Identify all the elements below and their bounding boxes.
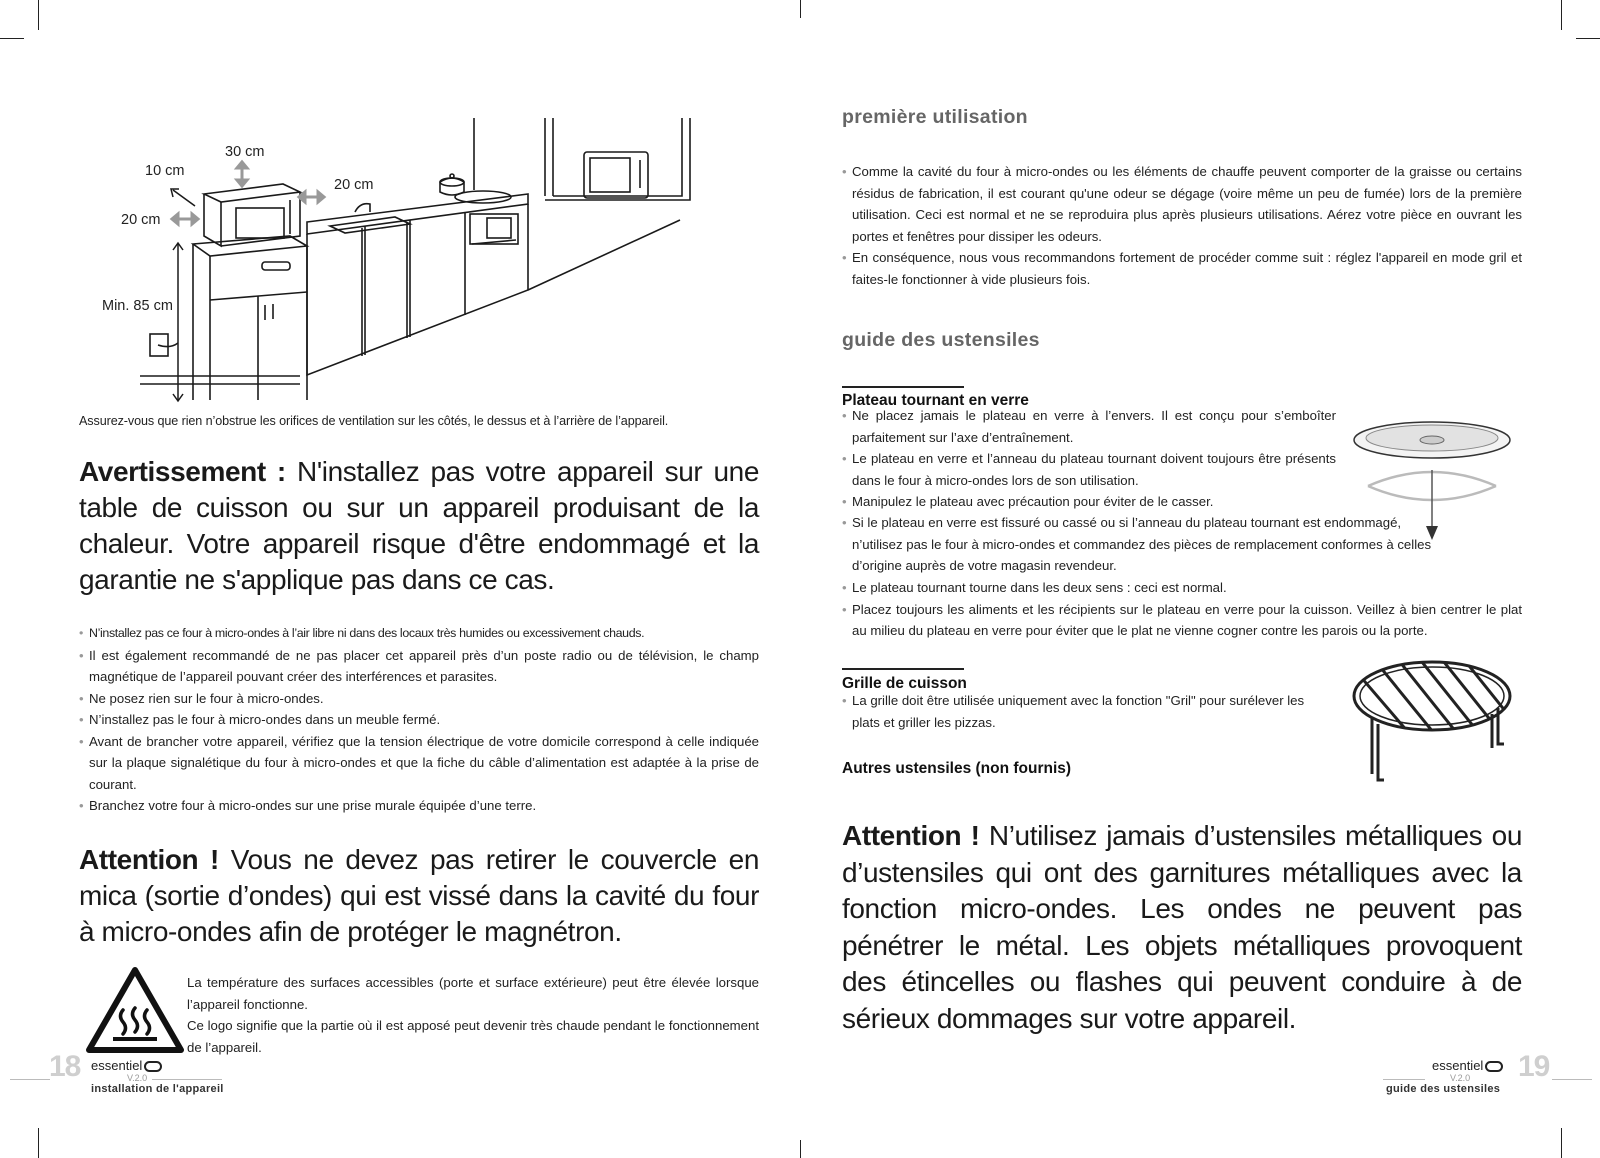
list-item: • En conséquence, nous vous recommandons fortement de procéder comme suit : réglez l'appareil en mode gril et faites-le fonctionner à vide plusieurs fois. [842,250,1522,287]
footer-section-label: installation de l'appareil [91,1083,224,1095]
plate-bullet-list-bottom [842,577,1522,642]
list-item: • Branchez votre four à micro-ondes sur une prise murale équipée d’une terre. [79,798,537,813]
list-item: • Ne placez jamais le plateau en verre à l’envers. Il est conçu pour s’emboîter parfaitement sur l’axe d’entraînement. [842,408,1336,445]
footer-rule [1383,1079,1425,1080]
dimension-left-top-label: 10 cm [145,163,185,179]
attention-label: Attention ! [842,820,980,851]
right-page [800,0,1600,1158]
brand-name: essentiel [91,1058,143,1073]
hot-surface-warning-icon [85,966,185,1056]
dimension-right-label: 20 cm [334,177,374,193]
ventilation-caption: Assurez-vous que rien n’obstrue les orifices de ventilation sur les côtés, le dessus et à l’arrière de l’appareil. [79,414,669,428]
warning-label: Avertissement : [79,456,286,487]
footer-rule [152,1079,222,1080]
first-use-bullet-list [842,161,1522,290]
dimension-height-label: Min. 85 cm [102,298,173,314]
version-label: V.2.0 [1450,1073,1471,1083]
other-utensils-heading: Autres ustensiles (non fournis) [842,760,1072,777]
list-item: • N’installez pas le four à micro-ondes dans un meuble fermé. [79,712,441,727]
brand-logo [1432,1058,1503,1073]
grill-bullet-list [842,690,1332,733]
footer-rule [10,1079,50,1080]
attention-metal-paragraph [842,818,1522,1037]
brand-name: essentiel [1432,1058,1484,1073]
footer-rule [1552,1079,1592,1080]
dimension-side-label: 20 cm [121,212,161,228]
warning-text: N'installez pas votre appareil sur une table de cuisson ou sur un appareil produisant de la chaleur. Votre appareil risque d'être endommagé et la garantie ne s'applique pas dans ce cas. [79,456,760,595]
list-item: • Avant de brancher votre appareil, vérifiez que la tension électrique de votre domicile correspond à celle indiquée sur la plaque signalétique du four à micro-ondes et que la fiche du câble d’alimentation est adaptée à la prise de courant. [79,733,759,792]
dimension-top-label: 30 cm [225,144,265,160]
grill-heading: Grille de cuisson [842,675,967,692]
warning-paragraph [79,454,759,598]
plate-heading: Plateau tournant en verre [842,392,1029,409]
plate-bullet-list-middle [842,512,1432,577]
attention-mica-paragraph [79,842,759,950]
hot-surface-paragraph: La température des surfaces accessibles (porte et surface extérieure) peut être élevée lorsque l’appareil fonctionne. [187,975,759,1012]
plate-bullet-list-top [842,405,1336,513]
footer-section-label: guide des ustensiles [1386,1083,1501,1095]
hot-surface-text [187,972,759,1058]
list-item: • Le plateau en verre et l’anneau du plateau tournant doivent toujours être présents dans le four à micro-ondes lors de son utilisation. [842,451,1336,488]
attention-text: N’utilisez jamais d’ustensiles métalliques ou d’ustensiles qui ont des garnitures métalliques avec la fonction micro-ondes. Les ondes ne peuvent pas pénétrer le métal. Les objets métalliques provoquent des étincelles ou flashes qui peuvent conduire à de sérieux dommages sur votre appareil. [842,820,1522,1034]
list-item: • Ne posez rien sur le four à micro-ondes. [79,690,324,706]
subsection-rule [842,386,964,388]
section-title-utensils: guide des ustensiles [842,329,1040,351]
installation-bullet-list [79,623,759,817]
list-item: • La grille doit être utilisée uniquement avec la fonction "Gril" pour surélever les plats et griller les pizzas. [842,693,1305,730]
hot-surface-paragraph: Ce logo signifie que la partie où il est apposé peut devenir très chaude pendant le fonctionnement de l’appareil. [187,1018,759,1055]
version-label: V.2.0 [127,1073,148,1083]
page-number: 18 [49,1050,81,1083]
cooking-rack-illustration [1348,652,1518,792]
list-item: • Le plateau tournant tourne dans les deux sens : ceci est normal. [842,580,1227,595]
list-item: • Comme la cavité du four à micro-ondes ou les éléments de chauffe peuvent comporter de la graisse ou certains résidus de fabrication, il est courant qu'une odeur se dégage (voire même un peu de fumée) lors de la première utilisation. Ceci est normal et ne se reproduira plus après plusieurs utilisations. Aérez votre pièce en ouvrant les portes et fenêtres pour dissiper les odeurs. [842,164,1522,244]
attention-text: Vous ne devez pas retirer le couvercle en mica (sortie d’ondes) qui est vissé dans la cavité du four à micro-ondes afin de protéger le magnétron. [79,844,760,947]
list-item: • N’installez pas ce four à micro-ondes à l’air libre ni dans des locaux très humides ou excessivement chauds. [79,626,645,640]
section-title-first-use: première utilisation [842,106,1028,128]
brand-b-icon [144,1061,162,1072]
subsection-rule [842,668,964,670]
brand-b-icon [1485,1061,1503,1072]
kitchen-installation-illustration [0,0,800,410]
attention-label: Attention ! [79,844,219,875]
brand-logo [91,1058,162,1073]
list-item: • Placez toujours les aliments et les récipients sur le plateau en verre pour la cuisson. Veillez à bien centrer le plat au milieu du plateau en verre pour éviter que le plat ne vienne cogner contre les parois ou la porte. [842,601,1522,638]
list-item: • Manipulez le plateau avec précaution pour éviter de le casser. [842,494,1214,509]
list-item: • Si le plateau en verre est fissuré ou cassé ou si l’anneau du plateau tournant est endommagé, n’utilisez pas le four à micro-ondes et commandez des pièces de remplacement conformes à celles d’origine auprès de votre magasin revendeur. [842,515,1432,573]
page-number: 19 [1518,1050,1550,1083]
list-item: • Il est également recommandé de ne pas placer cet appareil près d’un poste radio ou de télévision, le champ magnétique de l’appareil pouvant créer des interférences et parasites. [79,647,759,684]
